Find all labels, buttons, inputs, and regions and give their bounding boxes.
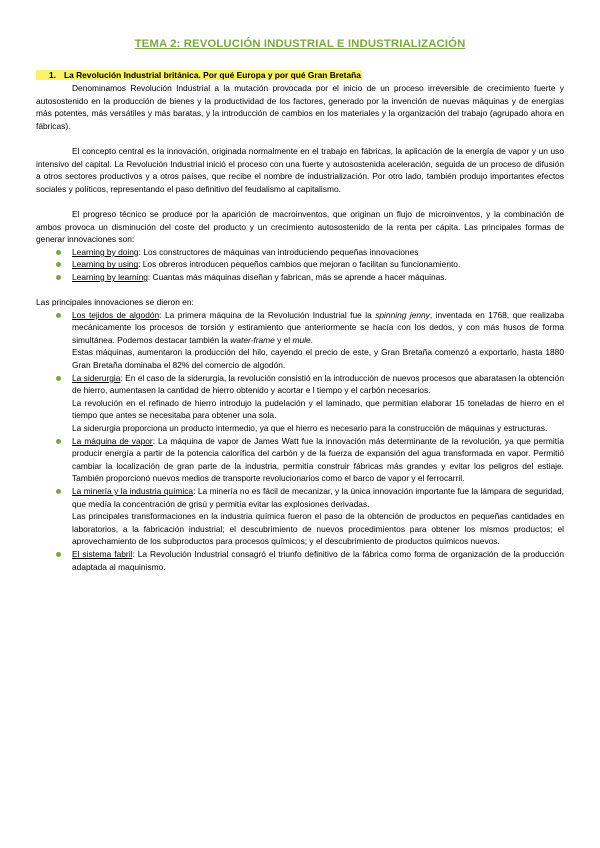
section-number: 1.: [49, 70, 56, 80]
paragraph-innovations-intro: Las principales innovaciones se dieron en:: [36, 297, 194, 308]
document-title: TEMA 2: REVOLUCIÓN INDUSTRIAL E INDUSTRIALIZACIÓN: [134, 38, 466, 50]
tejidos-detail: Estas máquinas, aumentaron la producción del hilo, cayendo el precio de este, y Gran Bretaña comenzó a exportarlo, hasta 1880 Gran Bretaña dominaba el 82% del comercio de algodón.: [72, 347, 564, 371]
bullet-icon: [56, 439, 61, 444]
section-highlight: [36, 70, 362, 80]
list-item-siderurgia: La siderurgia: En el caso de la siderurgia, la revolución consistió en la introducción de nuevos procesos que abaratasen la obtención de hierro, aumentasen la cantidad de hierro obtenido y acortar e l tiempo y el carbón necesarios. La revolución en el refinado de hierro introdujo la pudelación y el laminado, que permitían elaborar 15 toneladas de hierro en el tiempo que antes se necesitaba para obtener una sola. La siderurgia proporciona un producto intermedio, ya que el hierro es necesario para la construcción de máquinas y estructuras.: [36, 372, 564, 435]
bullet-icon: [56, 250, 61, 255]
bullet-icon: [56, 489, 61, 494]
list-item: Learning by using: Los obreros introducen pequeños cambios que mejoran o facilitan su funcionamiento.: [36, 258, 564, 271]
list-item: Learning by doing: Los constructores de máquinas van introduciendo pequeñas innovaciones: [36, 246, 564, 259]
section-title: La Revolución Industrial británica. Por qué Europa y por qué Gran Bretaña: [64, 70, 361, 80]
section-heading: [36, 70, 564, 80]
list-item-tejidos: Los tejidos de algodón: La primera máquina de la Revolución Industrial fue la spinning jenny, inventada en 1768, que realizaba mecánicamente los procesos de torsión y estiramiento que anteriormente se hacía con los dedos, y con más husos de forma simultánea. Podemos destacar también la water-frame y el mule. Estas máquinas, aumentaron la producción del hilo, cayendo el precio de este, y Gran Bretaña comenzó a exportarlo, hasta 1880 Gran Bretaña dominaba el 82% del comercio de algodón.: [36, 309, 564, 372]
list-item-mineria: La minería y la industria química: La minería no es fácil de mecanizar, y la única innovación importante fue la lámpara de seguridad, que medía la concentración de grisú y permitía evitar las explosiones derivadas. Las principales transformaciones en la industria química fueron el paso de la obtención de productos en pequeñas cantidades en laboratorios, a la fabricación industrial; el descubrimiento de nuevos procedimientos para obtener los mismos productos; el aprovechamiento de los subproductos para procesos químicos; y el descubrimiento de productos químicos nuevos.: [36, 485, 564, 548]
siderurgia-detail-1: La revolución en el refinado de hierro introdujo la pudelación y el laminado, que permitían elaborar 15 toneladas de hierro en el tiempo que antes se necesitaba para obtener una sola.: [72, 397, 564, 421]
innovations-list: [36, 309, 564, 573]
list-item-fabril: El sistema fabril: La Revolución Industrial consagró el triunfo definitivo de la fábrica como forma de organización de la producción adaptada al maquinismo.: [36, 548, 564, 573]
learning-list: [36, 246, 564, 284]
bullet-icon: [56, 262, 61, 267]
bullet-icon: [56, 376, 61, 381]
mineria-detail: Las principales transformaciones en la industria química fueron el paso de la obtención de productos en pequeñas cantidades en laboratorios, a la fabricación industrial; el descubrimiento de nuevos procedimientos para obtener los mismos productos; el aprovechamiento de los subproductos para procesos químicos; y el descubrimiento de productos químicos nuevos.: [72, 511, 564, 547]
document-page: [36, 38, 564, 573]
paragraph-innovation: El concepto central es la innovación, originada normalmente en el trabajo en fábricas, la aplicación de la energía de vapor y un uso intensivo del capital. La Revolución Industrial inició el proceso con una fuerte y autosostenida aceleración, seguida de un proceso de difusión a otros sectores productivos y a otros países, que recibe el nombre de industrialización. Por otro lado, también produjo importantes efectos sociales y políticos, representando el paso definitivo del feudalismo al capitalismo.: [36, 145, 564, 194]
paragraph-definition: Denominamos Revolución Industrial a la mutación provocada por el inicio de un proceso irreversible de crecimiento fuerte y autosostenido en la producción de bienes y la productividad de los factores, generado por la invención de nuevas máquinas y de energías más potentes, más versátiles y más baratas, y la introducción de cambios en los materiales y la organización del trabajo (agrupado ahora en fábricas).: [36, 83, 564, 131]
list-item: Learning by learning: Cuantas más máquinas diseñan y fabrican, más se aprende a hacer máquinas.: [36, 271, 564, 284]
siderurgia-detail-2: La siderurgia proporciona un producto intermedio, ya que el hierro es necesario para la construcción de máquinas y estructuras.: [72, 423, 548, 434]
list-item-vapor: La máquina de vapor: La máquina de vapor de James Watt fue la innovación más determinante de la revolución, ya que permitía producir energía a partir de la potencia calorífica del carbón y de la fuerza de expansión del agua transformada en vapor. Permitió cambiar la localización de gran parte de la industria, permitía construir fábricas más grandes y evitar los peligros del estiaje. También proporcionó nuevos medios de transporte revolucionarios como el barco de vapor y el ferrocarril.: [36, 435, 564, 485]
paragraph-progress: El progreso técnico se produce por la aparición de macroinventos, que originan un flujo de microinventos, y la combinación de ambos provoca un disminución del coste del producto y un crecimiento autosostenido de la renta per cápita. Las principales formas de generar innovaciones son:: [36, 208, 564, 245]
bullet-icon: [56, 275, 61, 280]
bullet-icon: [56, 552, 61, 557]
bullet-icon: [56, 313, 61, 318]
